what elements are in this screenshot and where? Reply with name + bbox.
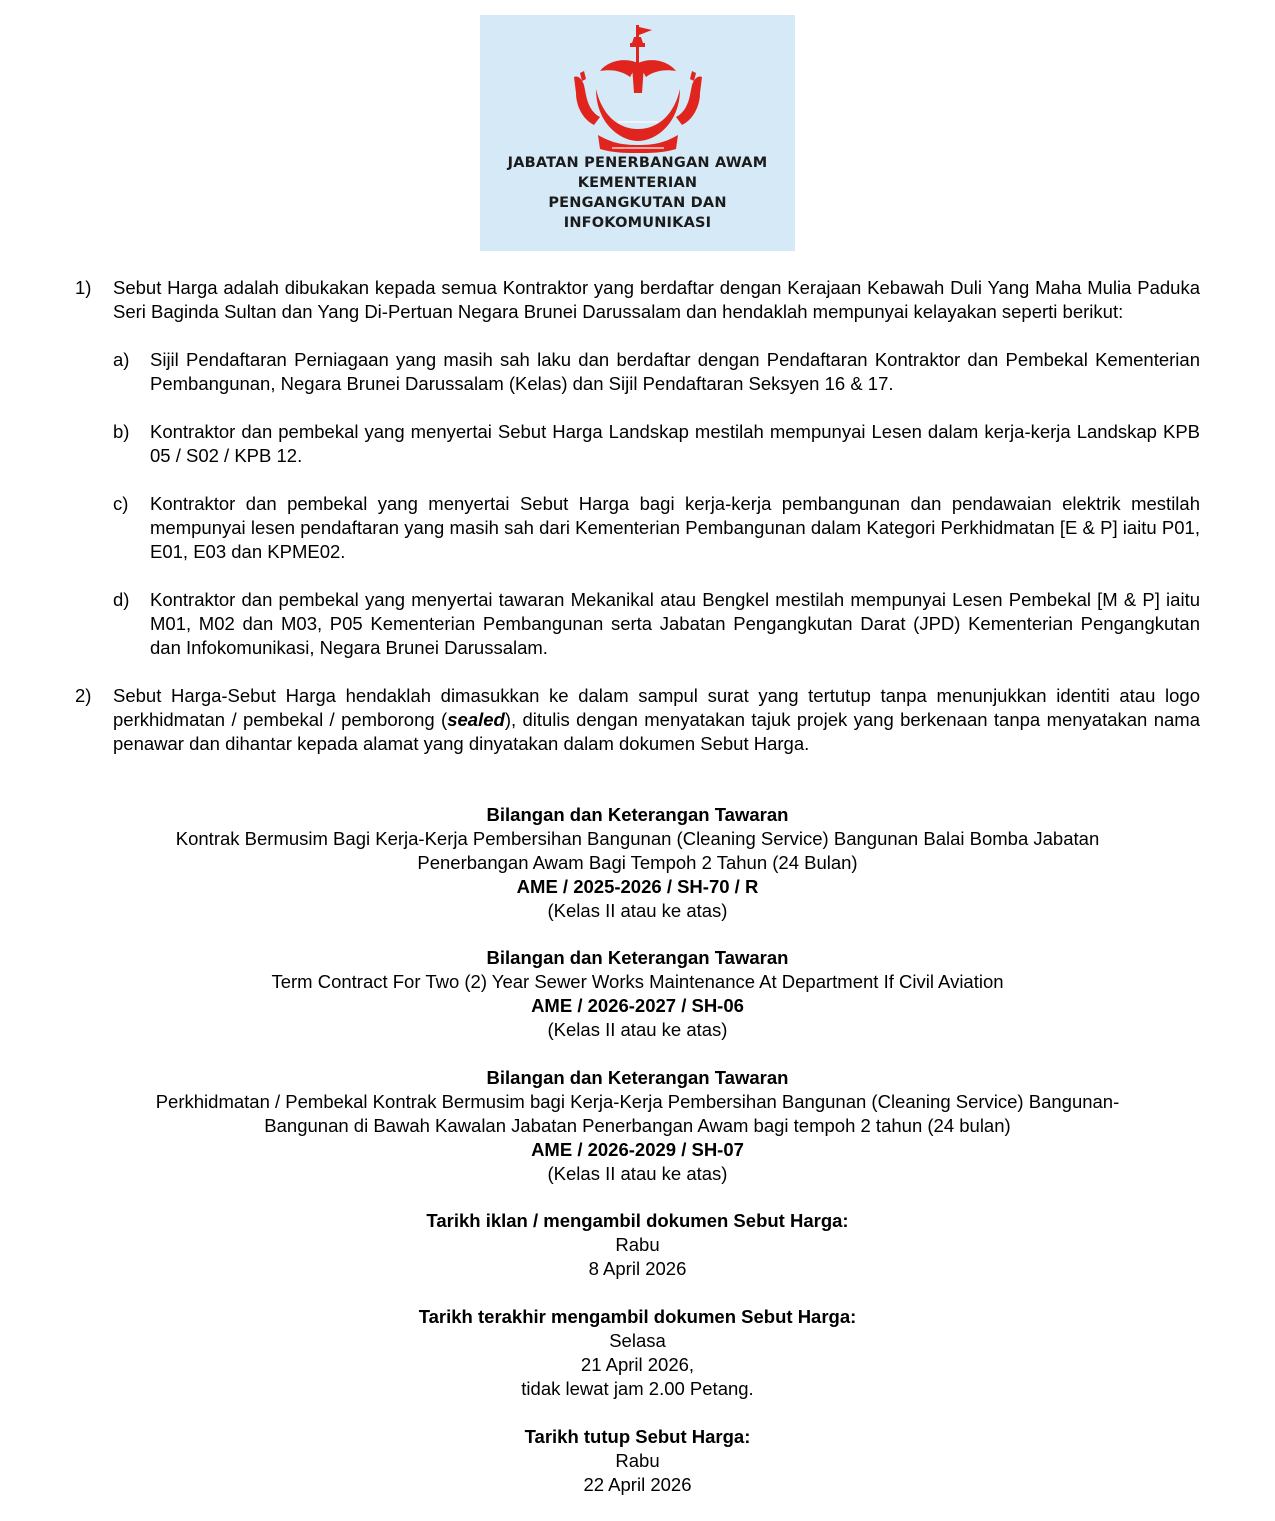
sub-item-marker: a) xyxy=(113,349,130,370)
item-marker: 1) xyxy=(75,277,92,298)
sub-item-c xyxy=(113,492,1200,564)
tender-heading: Bilangan dan Keterangan Tawaran xyxy=(486,804,789,825)
tender-class: (Kelas II atau ke atas) xyxy=(547,1163,728,1184)
tender-block-1 xyxy=(0,803,1275,923)
sub-item-text: Kontraktor dan pembekal yang menyertai Sebut Harga Landskap mestilah mempunyai Lesen dalam kerja-kerja Landskap KPB 05 / S02 / KPB 12. xyxy=(150,421,1200,466)
item-text-after: ), ditulis dengan menyatakan tajuk projek yang berkenaan tanpa menyatakan nama penawar dan dihantar kepada alamat yang dinyatakan dalam dokumen Sebut Harga. xyxy=(113,709,1200,754)
date-line: Rabu xyxy=(615,1450,660,1471)
org-line: PENGANGKUTAN DAN xyxy=(548,195,727,211)
tender-reference: AME / 2025-2026 / SH-70 / R xyxy=(516,876,759,897)
tender-block-3 xyxy=(0,1066,1275,1186)
last-collection-date-block xyxy=(0,1305,1275,1401)
sub-item-text: Kontraktor dan pembekal yang menyertai tawaran Mekanikal atau Bengkel mestilah mempunyai Lesen Pembekal [M & P] iaitu M01, M02 dan M03, P05 Kementerian Pembangunan serta Jabatan Pengangkutan Darat (JPD) Kementerian Pengangkutan dan Infokomunikasi, Negara Brunei Darussalam. xyxy=(150,589,1200,658)
condition-item-1 xyxy=(75,276,1200,660)
date-heading: Tarikh iklan / mengambil dokumen Sebut Harga: xyxy=(426,1210,849,1231)
item-text xyxy=(113,684,1200,756)
org-line: JABATAN PENERBANGAN AWAM xyxy=(507,155,768,171)
tender-heading: Bilangan dan Keterangan Tawaran xyxy=(486,947,789,968)
item-marker: 2) xyxy=(75,685,92,706)
qualification-sublist xyxy=(113,348,1200,660)
brunei-state-crest-icon xyxy=(572,23,704,153)
date-line: 21 April 2026, xyxy=(580,1354,695,1375)
tender-description: Perkhidmatan / Pembekal Kontrak Bermusim bagi Kerja-Kerja Pembersihan Bangunan (Cleaning Service) Bangunan- xyxy=(155,1091,1120,1112)
date-line: Selasa xyxy=(609,1330,666,1351)
tender-class: (Kelas II atau ke atas) xyxy=(547,1019,728,1040)
date-heading: Tarikh terakhir mengambil dokumen Sebut Harga: xyxy=(418,1306,857,1327)
sub-item-marker: c) xyxy=(113,493,129,514)
tender-description: Kontrak Bermusim Bagi Kerja-Kerja Pembersihan Bangunan (Cleaning Service) Bangunan Balai Bomba Jabatan xyxy=(175,828,1100,849)
closing-date-block xyxy=(0,1425,1275,1497)
date-line: tidak lewat jam 2.00 Petang. xyxy=(521,1378,754,1399)
sub-item-text: Sijil Pendaftaran Perniagaan yang masih sah laku dan berdaftar dengan Pendaftaran Kontraktor dan Pembekal Kementerian Pembangunan, Negara Brunei Darussalam (Kelas) dan Sijil Pendaftaran Seksyen 16 & 17. xyxy=(150,349,1200,394)
tender-reference: AME / 2026-2027 / SH-06 xyxy=(531,995,744,1016)
organization-name xyxy=(480,153,795,233)
sub-item-marker: d) xyxy=(113,589,130,610)
sub-item-a xyxy=(113,348,1200,396)
sub-item-text: Kontraktor dan pembekal yang menyertai Sebut Harga bagi kerja-kerja pembangunan dan pendawaian elektrik mestilah mempunyai lesen pendaftaran yang masih sah dari Kementerian Pembangunan dalam Kategori Perkhidmatan [E & P] iaitu P01, E01, E03 dan KPME02. xyxy=(150,493,1200,562)
sub-item-marker: b) xyxy=(113,421,130,442)
item-text: Sebut Harga adalah dibukakan kepada semua Kontraktor yang berdaftar dengan Kerajaan Kebawah Duli Yang Maha Mulia Paduka Seri Baginda Sultan dan Yang Di-Pertuan Negara Brunei Darussalam dan hendaklah mempunyai kelayakan seperti berikut: xyxy=(113,277,1200,322)
tender-description: Penerbangan Awam Bagi Tempoh 2 Tahun (24 Bulan) xyxy=(417,852,858,873)
org-line: KEMENTERIAN xyxy=(577,175,698,191)
date-heading: Tarikh tutup Sebut Harga: xyxy=(524,1426,751,1447)
tender-heading: Bilangan dan Keterangan Tawaran xyxy=(486,1067,789,1088)
tender-description: Term Contract For Two (2) Year Sewer Works Maintenance At Department If Civil Aviation xyxy=(271,971,1004,992)
tender-reference: AME / 2026-2029 / SH-07 xyxy=(531,1139,744,1160)
advert-date-block xyxy=(0,1209,1275,1281)
sub-item-b xyxy=(113,420,1200,468)
item-text-before: Sebut Harga-Sebut Harga hendaklah dimasukkan ke dalam sampul surat yang tertutup tanpa menunjukkan identiti atau logo perkhidmatan / pembekal / pemborong ( xyxy=(113,685,1200,730)
date-line: Rabu xyxy=(615,1234,660,1255)
date-line: 8 April 2026 xyxy=(588,1258,687,1279)
tender-description: Bangunan di Bawah Kawalan Jabatan Penerbangan Awam bagi tempoh 2 tahun (24 bulan) xyxy=(264,1115,1011,1136)
date-line: 22 April 2026 xyxy=(583,1474,692,1495)
sub-item-d xyxy=(113,588,1200,660)
conditions-list xyxy=(75,276,1200,780)
sealed-emphasis: sealed xyxy=(447,709,505,730)
condition-item-2 xyxy=(75,684,1200,756)
header-logo-box xyxy=(480,15,795,251)
tender-class: (Kelas II atau ke atas) xyxy=(547,900,728,921)
org-line: INFOKOMUNIKASI xyxy=(563,215,712,231)
dates-section xyxy=(0,1209,1275,1521)
tender-block-2 xyxy=(0,946,1275,1042)
